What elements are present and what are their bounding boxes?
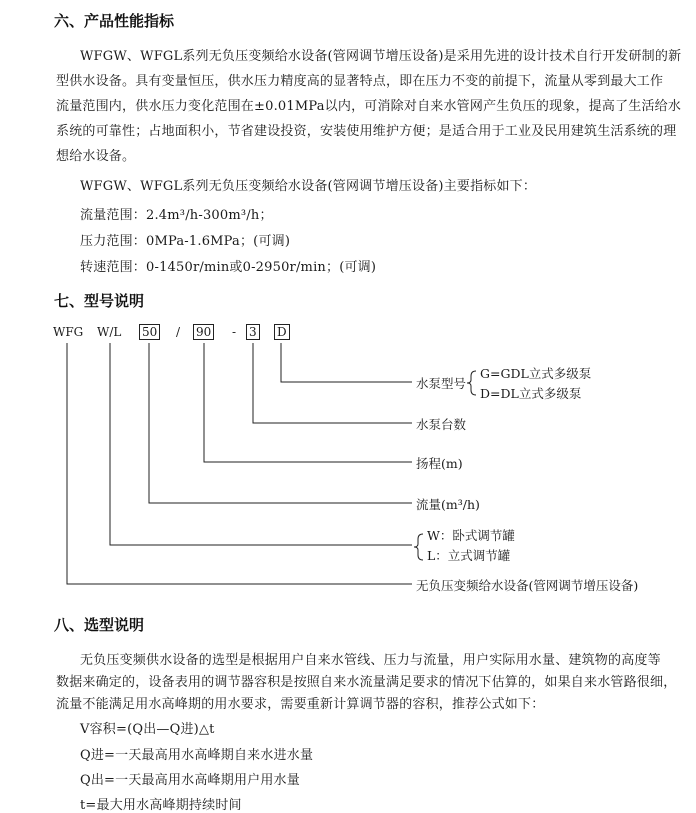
paragraph-line: 流量范围内，供水压力变化范围在±0.01MPa以内，可消除对自来水管网产生负压的现象，提高了生活给水	[56, 99, 682, 114]
label-equipment: 无负压变频给水设备(管网调节增压设备)	[416, 578, 639, 593]
label-pump-type-g: G=GDL立式多级泵	[480, 366, 592, 381]
leader-tank	[110, 343, 412, 545]
formula-def-q-in: Q进=一天最高用水高峰期自来水进水量	[80, 748, 314, 763]
section-7-title: 七、型号说明	[54, 292, 145, 310]
label-pump-count: 水泵台数	[416, 417, 467, 432]
code-sep-slash: /	[176, 325, 181, 339]
paragraph-line: 数据来确定的，设备表用的调节器容积是按照自来水流量满足要求的情况下估算的，如果自来水管路很细，	[56, 675, 677, 690]
label-pump-type: 水泵型号	[416, 376, 467, 391]
paragraph-line: 想给水设备。	[56, 149, 136, 164]
formula: V容积=(Q出—Q进)△t	[80, 722, 215, 737]
paragraph-line: WFGW、WFGL系列无负压变频给水设备(管网调节增压设备)是采用先进的设计技术自行开发研制的新	[80, 49, 682, 64]
formula-def-q-out: Q出=一天最高用水高峰期用户用水量	[80, 773, 300, 788]
label-tank-l: L：立式调节罐	[427, 548, 511, 563]
paragraph-line: 系统的可靠性；占地面积小，节省建设投资，安装使用维护方便；是适合用于工业及民用建筑生活系统的理	[56, 124, 677, 139]
leader-equipment	[67, 343, 412, 584]
brace-tank	[414, 534, 423, 560]
spec-speed-range: 转速范围：0-1450r/min或0-2950r/min；(可调)	[80, 260, 377, 275]
label-pump-type-d: D=DL立式多级泵	[480, 386, 582, 401]
label-flow: 流量(m³/h)	[416, 497, 480, 512]
code-head-box: 90	[193, 324, 214, 340]
section-8-title: 八、选型说明	[54, 616, 145, 634]
spec-flow-range: 流量范围：2.4m³/h-300m³/h；	[80, 208, 273, 223]
label-tank-w: W：卧式调节罐	[427, 528, 515, 543]
leader-pump-count	[253, 343, 412, 423]
code-flow-box: 50	[139, 324, 160, 340]
paragraph-line: 流量不能满足用水高峰期的用水要求，需要重新计算调节器的容积，推荐公式如下：	[56, 697, 545, 712]
formula-def-t: t=最大用水高峰期持续时间	[80, 798, 242, 813]
code-sep-dash: -	[232, 325, 237, 339]
code-type-box: D	[274, 324, 290, 340]
code-wfg: WFG	[53, 325, 84, 339]
spec-intro: WFGW、WFGL系列无负压变频给水设备(管网调节增压设备)主要指标如下：	[80, 179, 537, 194]
section-6-title: 六、产品性能指标	[54, 12, 175, 30]
paragraph-line: 无负压变频供水设备的选型是根据用户自来水管线、压力与流量，用户实际用水量、建筑物的高度等	[80, 653, 661, 668]
leader-pump-type	[281, 343, 412, 382]
leader-head	[204, 343, 412, 462]
brace-pump-type	[467, 371, 476, 395]
code-wl: W/L	[97, 325, 122, 339]
paragraph-line: 型供水设备。具有变量恒压，供水压力精度高的显著特点，即在压力不变的前提下，流量从零到最大工作	[56, 74, 664, 89]
spec-pressure-range: 压力范围：0MPa-1.6MPa；(可调)	[80, 234, 291, 249]
code-count-box: 3	[246, 324, 260, 340]
label-head: 扬程(m)	[416, 456, 463, 471]
